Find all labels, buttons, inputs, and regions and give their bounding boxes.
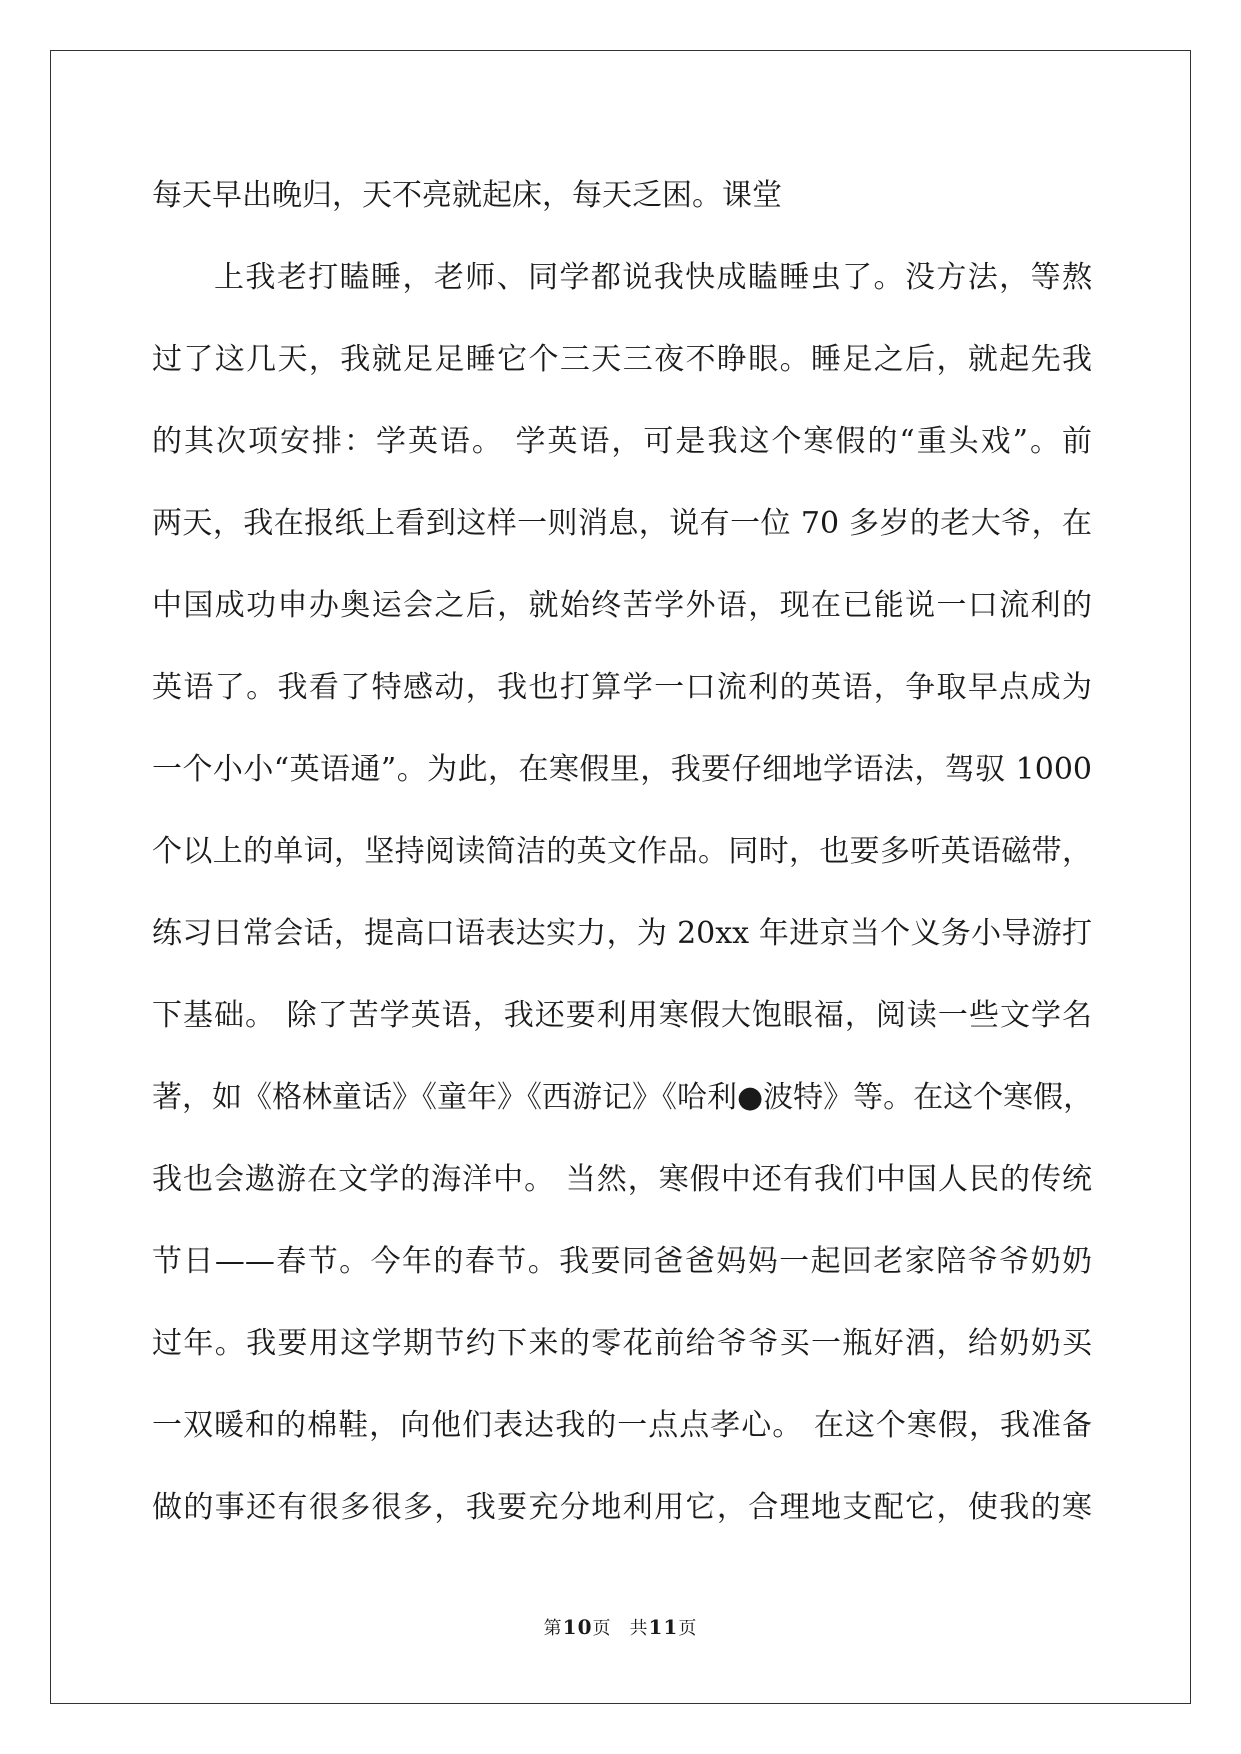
body-line: 做的事还有很多很多，我要充分地利用它，合理地支配它，使我的寒 (152, 1490, 1092, 1525)
body-line: 中国成功申办奥运会之后，就始终苦学外语，现在已能说一口流利的 (152, 588, 1092, 623)
body-line: 过年。我要用这学期节约下来的零花前给爷爷买一瓶好酒，给奶奶买 (152, 1326, 1092, 1361)
page-suffix: 页 (592, 1618, 612, 1639)
body-line: 一双暖和的棉鞋，向他们表达我的一点点孝心。 在这个寒假，我准备 (152, 1408, 1092, 1443)
body-line: 个以上的单词，坚持阅读简洁的英文作品。同时，也要多听英语磁带， (152, 834, 1092, 869)
body-line: 上我老打瞌睡，老师、同学都说我快成瞌睡虫了。没方法，等熬 (214, 260, 1092, 295)
body-line: 我也会遨游在文学的海洋中。 当然，寒假中还有我们中国人民的传统 (152, 1162, 1092, 1197)
total-suffix: 页 (678, 1618, 698, 1639)
body-line: 节日——春节。今年的春节。我要同爸爸妈妈一起回老家陪爷爷奶奶 (152, 1244, 1092, 1279)
total-prefix: 共 (629, 1618, 649, 1639)
body-line: 著，如《格林童话》《童年》《西游记》《哈利●波特》等。在这个寒假， (152, 1080, 1094, 1115)
page-number: 10 (562, 1615, 593, 1639)
body-line: 过了这几天，我就足足睡它个三天三夜不睁眼。睡足之后，就起先我 (152, 342, 1092, 377)
body-line: 下基础。 除了苦学英语，我还要利用寒假大饱眼福，阅读一些文学名 (152, 998, 1092, 1033)
body-line: 的其次项安排：学英语。 学英语，可是我这个寒假的“重头戏”。前 (152, 424, 1092, 459)
page-footer (0, 1614, 1241, 1640)
total-pages: 11 (648, 1615, 679, 1639)
page-prefix: 第 (543, 1618, 563, 1639)
body-line: 每天早出晚归，天不亮就起床，每天乏困。课堂 (152, 178, 782, 213)
document-body (152, 166, 1092, 1560)
body-line: 练习日常会话，提高口语表达实力，为 20xx 年进京当个义务小导游打 (152, 916, 1092, 951)
body-line: 英语了。我看了特感动，我也打算学一口流利的英语，争取早点成为 (152, 670, 1092, 705)
body-line: 两天，我在报纸上看到这样一则消息，说有一位 70 多岁的老大爷，在 (152, 506, 1092, 541)
body-line: 一个小小“英语通”。为此，在寒假里，我要仔细地学语法，驾驭 1000 (152, 752, 1092, 787)
